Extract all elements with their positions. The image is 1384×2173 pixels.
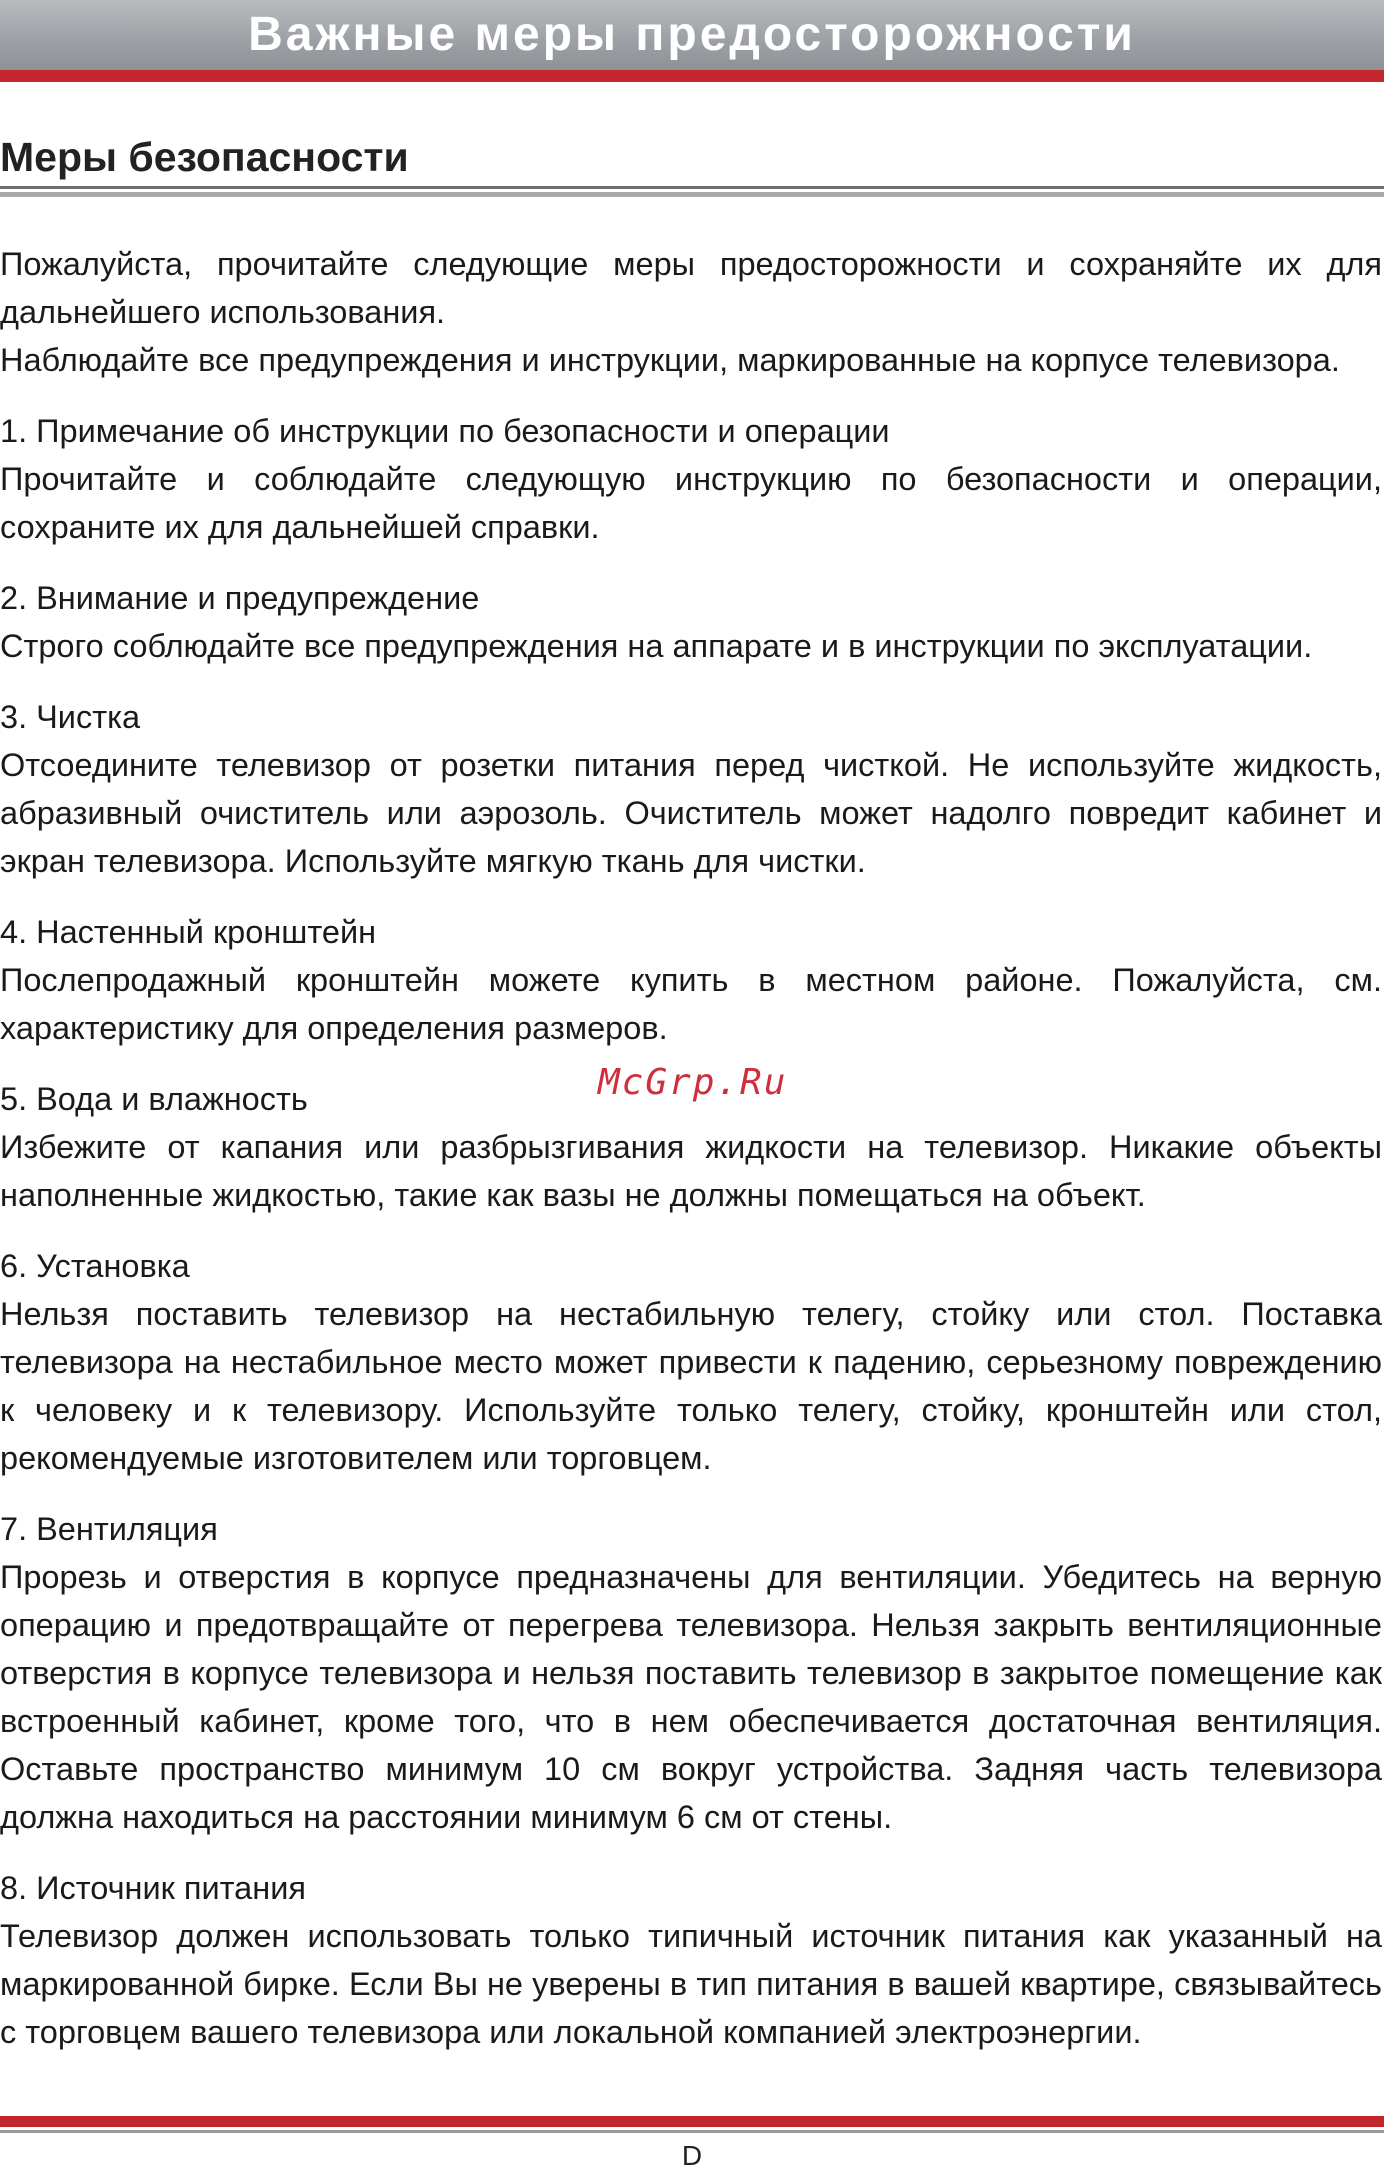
spacer — [0, 1841, 1382, 1864]
item-title-ventilation: 7. Вентиляция — [0, 1511, 218, 1547]
item-text-safety-instructions: Прочитайте и соблюдайте следующую инструкцию по безопасности и операции, сохраните их для дальнейшей справки. — [0, 461, 1382, 545]
section-divider-dark — [0, 186, 1384, 189]
page-number: D — [681, 2140, 703, 2171]
spacer — [0, 1219, 1382, 1242]
item-title-installation: 6. Установка — [0, 1248, 190, 1284]
footer-accent-line — [0, 2116, 1384, 2127]
spacer — [0, 384, 1382, 407]
item-text-power-source: Телевизор должен использовать только типичный источник питания как указанный на маркированной бирке. Если Вы не уверены в тип питания в вашей квартире, связывайтесь с торговцем вашего телевизора или локальной компанией электроэнергии. — [0, 1918, 1382, 2050]
page-header-title: Важные меры предосторожности — [248, 8, 1136, 61]
spacer — [0, 551, 1382, 574]
item-title-safety-instructions: 1. Примечание об инструкции по безопасности и операции — [0, 413, 890, 449]
content-body — [0, 240, 1382, 2056]
intro-note: Наблюдайте все предупреждения и инструкции, маркированные на корпусе телевизора. — [0, 342, 1340, 378]
item-title-power-source: 8. Источник питания — [0, 1870, 306, 1906]
section-divider-light — [0, 192, 1384, 197]
item-text-wall-mount: Послепродажный кронштейн можете купить в местном районе. Пожалуйста, см. характеристику для определения размеров. — [0, 962, 1382, 1046]
item-title-water-moisture: 5. Вода и влажность — [0, 1081, 308, 1117]
spacer — [0, 885, 1382, 908]
item-text-cleaning: Отсоедините телевизор от розетки питания перед чисткой. Не используйте жидкость, абразивный очиститель или аэрозоль. Очиститель может надолго повредит кабинет и экран телевизора. Используйте мягкую ткань для чистки. — [0, 747, 1382, 879]
item-title-cleaning: 3. Чистка — [0, 699, 141, 735]
item-title-wall-mount: 4. Настенный кронштейн — [0, 914, 377, 950]
watermark-logo: McGrp.Ru — [598, 1062, 788, 1103]
header-accent-line — [0, 70, 1384, 82]
section-title: Меры безопасности — [0, 134, 409, 180]
item-text-water-moisture: Избежите от капания или разбрызгивания жидкости на телевизор. Никакие объекты наполненные жидкостью, такие как вазы не должны помещаться на объект. — [0, 1129, 1382, 1213]
item-title-warnings: 2. Внимание и предупреждение — [0, 580, 480, 616]
item-text-ventilation: Прорезь и отверстия в корпусе предназначены для вентиляции. Убедитесь на верную операцию и предотвращайте от перегрева телевизора. Нельзя закрыть вентиляционные отверстия в корпусе телевизора и нельзя поставить телевизор в закрытое помещение как встроенный кабинет, кроме того, что в нем обеспечивается достаточная вентиляция. Оставьте пространство минимум 10 см вокруг устройства. Задняя часть телевизора должна находиться на расстоянии минимум 6 см от стены. — [0, 1559, 1382, 1835]
spacer — [0, 670, 1382, 693]
spacer — [0, 1482, 1382, 1505]
footer-divider — [0, 2130, 1384, 2133]
item-text-installation: Нельзя поставить телевизор на нестабильную телегу, стойку или стол. Поставка телевизора на нестабильное место может привести к падению, серьезному повреждению к человеку и к телевизору. Используйте только телегу, стойку, кронштейн или стол, рекомендуемые изготовителем или торговцем. — [0, 1296, 1382, 1476]
intro-paragraph: Пожалуйста, прочитайте следующие меры предосторожности и сохраняйте их для дальнейшего использования. — [0, 246, 1382, 330]
item-text-warnings: Строго соблюдайте все предупреждения на аппарате и в инструкции по эксплуатации. — [0, 628, 1313, 664]
